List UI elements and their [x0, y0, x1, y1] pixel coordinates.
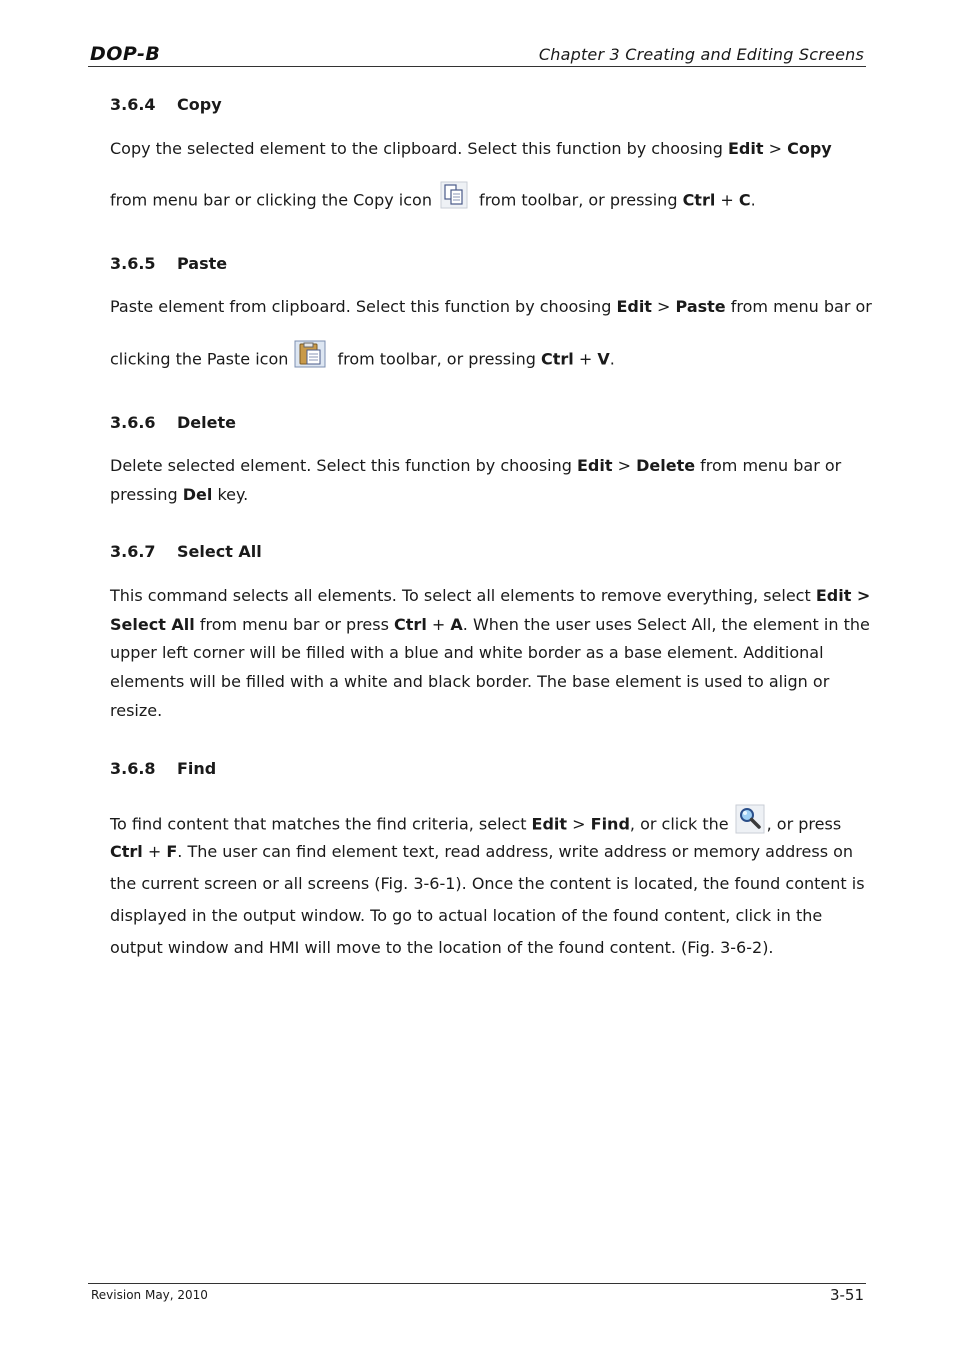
text: +: [573, 349, 598, 369]
text: +: [142, 842, 167, 861]
key-v: V: [597, 349, 610, 369]
select-all-paragraph-line-5: resize.: [110, 701, 163, 720]
menu-select-all: Select All: [110, 615, 195, 634]
text: from menu bar or: [695, 456, 842, 475]
text: >: [651, 297, 676, 316]
text: >: [763, 139, 788, 158]
text: pressing: [110, 485, 183, 504]
section-heading-select-all: [110, 542, 262, 561]
menu-copy: Copy: [787, 139, 832, 158]
text: . When the user uses Select All, the element in the: [462, 615, 870, 634]
select-all-paragraph-line-4: elements will be filled with a white and black border. The base element is used to align or: [110, 672, 830, 691]
header-rule: [88, 66, 866, 67]
find-paragraph-line-3: the current screen or all screens (Fig. 3-6-1). Once the content is located, the found content is: [110, 874, 865, 893]
text: >: [567, 814, 591, 834]
copy-icon: [440, 181, 468, 209]
section-title: Delete: [177, 413, 236, 432]
section-number: 3.6.5: [110, 254, 156, 273]
find-paragraph-line-2: [110, 842, 853, 861]
text: from menu bar or press: [194, 615, 395, 634]
key-ctrl: Ctrl: [394, 615, 427, 634]
key-ctrl: Ctrl: [682, 190, 716, 210]
text: Paste element from clipboard. Select this function by choosing: [110, 297, 617, 316]
text: from toolbar, or pressing: [332, 349, 541, 369]
find-paragraph-line-5: output window and HMI will move to the location of the found content. (Fig. 3-6-2).: [110, 938, 774, 957]
text: from menu bar or clicking the Copy icon: [110, 190, 432, 210]
text: .: [750, 190, 756, 210]
section-number: 3.6.4: [110, 95, 156, 114]
key-c: C: [738, 190, 751, 210]
section-heading-find: [110, 759, 216, 778]
find-paragraph-line-1: [110, 810, 841, 840]
section-number: 3.6.7: [110, 542, 156, 561]
page-number: 3-51: [829, 1286, 864, 1304]
text: , or press: [766, 814, 842, 834]
paste-paragraph-line-2: [110, 346, 615, 374]
text: +: [715, 190, 739, 210]
magnifier-icon: [735, 804, 765, 834]
text: key.: [212, 485, 249, 504]
menu-edit: Edit: [616, 297, 652, 316]
menu-edit: Edit: [727, 139, 764, 158]
paste-paragraph-line-1: [110, 297, 872, 316]
section-title: Select All: [177, 542, 262, 561]
text: clicking the Paste icon: [110, 349, 289, 369]
key-a: A: [450, 615, 463, 634]
key-del: Del: [182, 485, 213, 504]
text: from toolbar, or pressing: [473, 190, 683, 210]
key-ctrl: Ctrl: [110, 842, 143, 861]
section-number: 3.6.6: [110, 413, 156, 432]
chapter-title: Chapter 3 Creating and Editing Screens: [538, 45, 864, 64]
section-heading-copy: [110, 95, 222, 114]
select-all-paragraph-line-3: upper left corner will be filled with a blue and white border as a base element. Additional: [110, 643, 824, 662]
menu-find: Find: [590, 814, 630, 834]
text: Delete selected element. Select this function by choosing: [110, 456, 577, 475]
copy-paragraph-line-2: [110, 187, 756, 215]
text: Copy the selected element to the clipboard. Select this function by choosing: [110, 139, 728, 158]
paste-icon: [294, 340, 326, 368]
menu-edit: Edit: [577, 456, 613, 475]
copy-paragraph-line-1: [110, 139, 832, 158]
dop-b-logo: DOP-B: [90, 43, 161, 65]
section-heading-delete: [110, 413, 236, 432]
text: >: [612, 456, 637, 475]
text: from menu bar or: [725, 297, 872, 316]
menu-paste: Paste: [675, 297, 726, 316]
section-title: Find: [177, 759, 217, 778]
key-ctrl: Ctrl: [540, 349, 574, 369]
text: To find content that matches the find criteria, select: [110, 814, 532, 834]
section-number: 3.6.8: [110, 759, 156, 778]
select-all-paragraph-line-2: [110, 615, 870, 634]
delete-paragraph-line-1: [110, 456, 841, 475]
revision-date: Revision May, 2010: [91, 1288, 208, 1302]
section-title: Paste: [177, 254, 228, 273]
footer-rule: [88, 1283, 866, 1284]
text: +: [426, 615, 451, 634]
text: , or click the: [629, 814, 729, 834]
menu-delete: Delete: [636, 456, 696, 475]
menu-edit: Edit >: [815, 586, 871, 605]
menu-edit: Edit: [531, 814, 568, 834]
text: .: [609, 349, 615, 369]
find-paragraph-line-4: displayed in the output window. To go to actual location of the found content, click in the: [110, 906, 823, 925]
text: . The user can find element text, read address, write address or memory address on: [177, 842, 854, 861]
section-title: Copy: [177, 95, 222, 114]
text: This command selects all elements. To select all elements to remove everything, select: [110, 586, 816, 605]
delete-paragraph-line-2: [110, 485, 248, 504]
key-f: F: [166, 842, 178, 861]
select-all-paragraph-line-1: [110, 586, 870, 605]
section-heading-paste: [110, 254, 227, 273]
